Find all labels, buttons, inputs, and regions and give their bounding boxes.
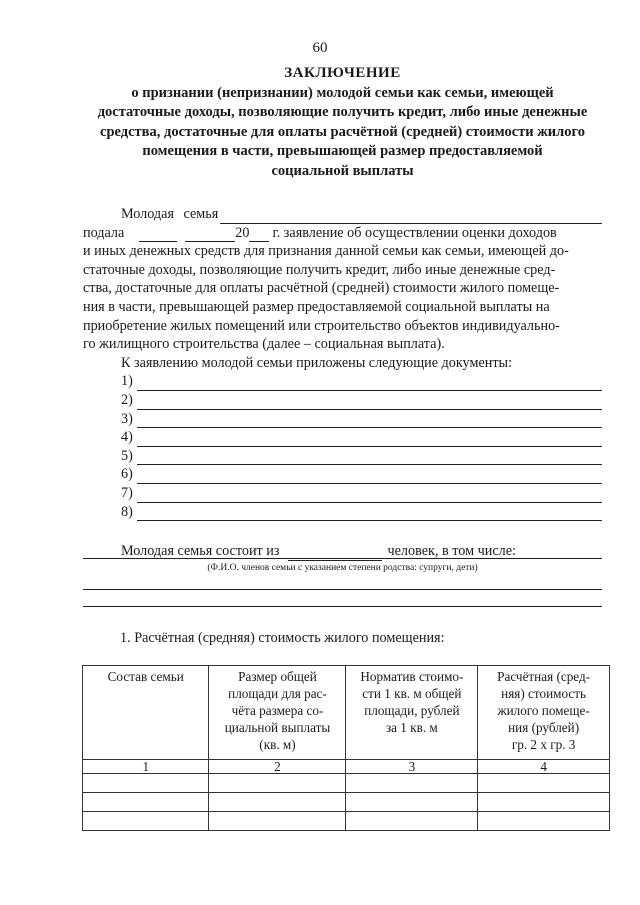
document-field[interactable] bbox=[137, 488, 602, 503]
table-cell[interactable] bbox=[346, 793, 478, 812]
year-suffix: г. заявление об осуществлении оценки доходов bbox=[272, 224, 557, 241]
table-row bbox=[83, 812, 610, 831]
members-prefix: Молодая семья состоит из bbox=[121, 543, 280, 560]
family-label: Молодая семья bbox=[121, 206, 219, 222]
document-field[interactable] bbox=[137, 395, 602, 410]
document-item: 8) bbox=[83, 503, 602, 522]
cost-table bbox=[82, 665, 610, 831]
column-number: 1 bbox=[83, 760, 209, 774]
document-field[interactable] bbox=[137, 506, 602, 521]
table-cell[interactable] bbox=[478, 793, 610, 812]
section-heading: 1. Расчётная (средняя) стоимость жилого помещения: bbox=[120, 630, 445, 646]
month-field[interactable] bbox=[185, 227, 235, 242]
header-area: Размер общей площади для рас- чёта размера со- циальной выплаты (кв. м) bbox=[209, 666, 346, 760]
documents-list bbox=[83, 372, 602, 521]
title-subtitle-line: помещения в части, превышающей размер предоставляемой bbox=[142, 143, 543, 159]
table-header-row bbox=[83, 666, 610, 760]
document-item: 3) bbox=[83, 410, 602, 429]
table-cell[interactable] bbox=[346, 812, 478, 831]
table-cell[interactable] bbox=[209, 774, 346, 793]
title-subtitle-line: средства, достаточные для оплаты расчётной (средней) стоимости жилого bbox=[100, 123, 585, 140]
column-number: 3 bbox=[346, 760, 478, 774]
title-heading: ЗАКЛЮЧЕНИЕ bbox=[284, 65, 401, 81]
document-field[interactable] bbox=[137, 413, 602, 428]
body-line: приобретение жилых помещений или строительство объектов индивидуально- bbox=[83, 317, 560, 334]
day-field[interactable] bbox=[139, 227, 177, 242]
document-body bbox=[83, 205, 602, 561]
body-line: и иных денежных средств для признания данной семьи как семьи, имеющей до- bbox=[83, 243, 569, 260]
table-row bbox=[83, 793, 610, 812]
document-item: 4) bbox=[83, 428, 602, 447]
table-cell[interactable] bbox=[346, 774, 478, 793]
document-item: 1) bbox=[83, 372, 602, 391]
document-item: 2) bbox=[83, 391, 602, 410]
document-title bbox=[60, 64, 625, 181]
body-line: го жилищного строительства (далее – социальная выплата). bbox=[83, 336, 445, 353]
document-field[interactable] bbox=[137, 469, 602, 484]
submission-row bbox=[83, 224, 602, 243]
year-field[interactable] bbox=[249, 227, 269, 242]
table-cell[interactable] bbox=[83, 812, 209, 831]
family-name-row bbox=[83, 205, 602, 224]
title-subtitle-line: социальной выплаты bbox=[271, 162, 414, 179]
table-cell[interactable] bbox=[83, 793, 209, 812]
members-line[interactable] bbox=[83, 589, 602, 590]
body-line: ния в части, превышающей размер предоставляемой социальной выплаты на bbox=[83, 298, 550, 315]
members-line[interactable] bbox=[83, 558, 602, 559]
column-number: 4 bbox=[478, 760, 610, 774]
column-number: 2 bbox=[209, 760, 346, 774]
body-line: статочные доходы, позволяющие получить кредит, либо иные денежные сред- bbox=[83, 261, 556, 278]
members-suffix: человек, в том числе: bbox=[387, 543, 516, 560]
members-line[interactable] bbox=[83, 606, 602, 607]
document-field[interactable] bbox=[137, 450, 602, 465]
table-cell[interactable] bbox=[478, 812, 610, 831]
members-caption: (Ф.И.О. членов семьи с указанием степени родства: супруги, дети) bbox=[207, 563, 478, 573]
table-cell[interactable] bbox=[209, 793, 346, 812]
title-subtitle-line: достаточные доходы, позволяющие получить кредит, либо иные денежные bbox=[97, 104, 588, 120]
header-family-composition: Состав семьи bbox=[83, 666, 209, 760]
document-item: 6) bbox=[83, 465, 602, 484]
documents-intro: К заявлению молодой семьи приложены следующие документы: bbox=[121, 354, 513, 371]
header-estimated-cost: Расчётная (сред- няя) стоимость жилого помеще- ния (рублей) гр. 2 х гр. 3 bbox=[478, 666, 610, 760]
year-prefix: 20 bbox=[235, 224, 250, 241]
document-item: 5) bbox=[83, 447, 602, 466]
table-cell[interactable] bbox=[83, 774, 209, 793]
table-row bbox=[83, 774, 610, 793]
page-number: 60 bbox=[312, 40, 328, 56]
document-field[interactable] bbox=[137, 432, 602, 447]
table-cell[interactable] bbox=[209, 812, 346, 831]
family-name-field[interactable] bbox=[220, 209, 602, 224]
document-item: 7) bbox=[83, 484, 602, 503]
table-cell[interactable] bbox=[478, 774, 610, 793]
title-subtitle-line: о признании (непризнании) молодой семьи как семьи, имеющей bbox=[131, 84, 554, 101]
header-cost-norm: Норматив стоимо- сти 1 кв. м общей площади, рублей за 1 кв. м bbox=[346, 666, 478, 760]
submitted-label: подала bbox=[83, 224, 125, 241]
table-column-numbers-row bbox=[83, 760, 610, 774]
body-line: ства, достаточные для оплаты расчётной (средней) стоимости жилого помеще- bbox=[83, 280, 560, 297]
document-field[interactable] bbox=[137, 376, 602, 391]
